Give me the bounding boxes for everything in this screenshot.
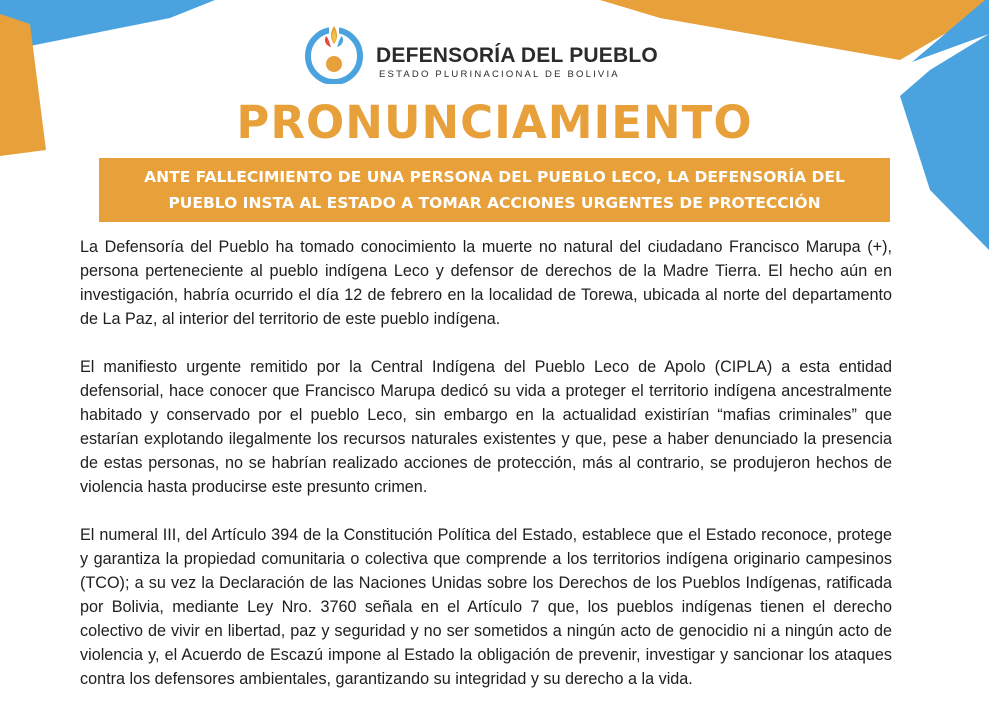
paragraph-1: La Defensoría del Pueblo ha tomado conocimiento la muerte no natural del ciudadano Francisco Marupa (+), persona perteneciente al pueblo indígena Leco y defensor de derechos de la Madre Tierra. El hecho aún en investigación, habría ocurrido el día 12 de febrero en la localidad de Torewa, ubicada al norte del departamento de La Paz, al interior del territorio de este pueblo indígena. bbox=[80, 238, 892, 328]
headline-banner bbox=[99, 158, 890, 222]
organization-name: DEFENSORÍA DEL PUEBLO bbox=[376, 44, 658, 67]
logo bbox=[303, 22, 658, 90]
paragraph-2: El manifiesto urgente remitido por la Central Indígena del Pueblo Leco de Apolo (CIPLA) a esta entidad defensorial, hace conocer que Francisco Marupa dedicó su vida a proteger el territorio indígena ancestralmente habitado y conservado por el pueblo Leco, sin embargo en la actualidad existirían “mafias criminales” que estarían explotando ilegalmente los recursos naturales existentes y que, pese a haber denunciado la presencia de estas personas, no se habrían realizado acciones de protección, más al contrario, se produjeron hechos de violencia hasta producirse este presunto crimen. bbox=[80, 358, 892, 496]
headline-text: ANTE FALLECIMIENTO DE UNA PERSONA DEL PUEBLO LECO, LA DEFENSORÍA DEL PUEBLO INSTA AL ESTADO A TOMAR ACCIONES URGENTES DE PROTECCIÓN bbox=[144, 168, 845, 212]
document-body bbox=[80, 235, 892, 715]
organization-subtitle: ESTADO PLURINACIONAL DE BOLIVIA bbox=[379, 69, 620, 80]
defensoria-emblem-icon bbox=[303, 22, 365, 84]
paragraph-3: El numeral III, del Artículo 394 de la Constitución Política del Estado, establece que el Estado reconoce, protege y garantiza la propiedad comunitaria o colectiva que comprende a los territorios indígena originario campesinos (TCO); a su vez la Declaración de las Naciones Unidas sobre los Derechos de los Pueblos Indígenas, ratificada por Bolivia, mediante Ley Nro. 3760 señala en el Artículo 7 que, los pueblos indígenas tienen el derecho colectivo de vivir en libertad, paz y seguridad y no ser sometidos a ningún acto de genocidio ni a ningún acto de violencia y, el Acuerdo de Escazú impone al Estado la obligación de prevenir, investigar y sancionar los ataques contra los defensores ambientales, garantizando su integridad y su derecho a la vida. bbox=[80, 526, 892, 688]
page-title: PRONUNCIAMIENTO bbox=[236, 96, 753, 149]
